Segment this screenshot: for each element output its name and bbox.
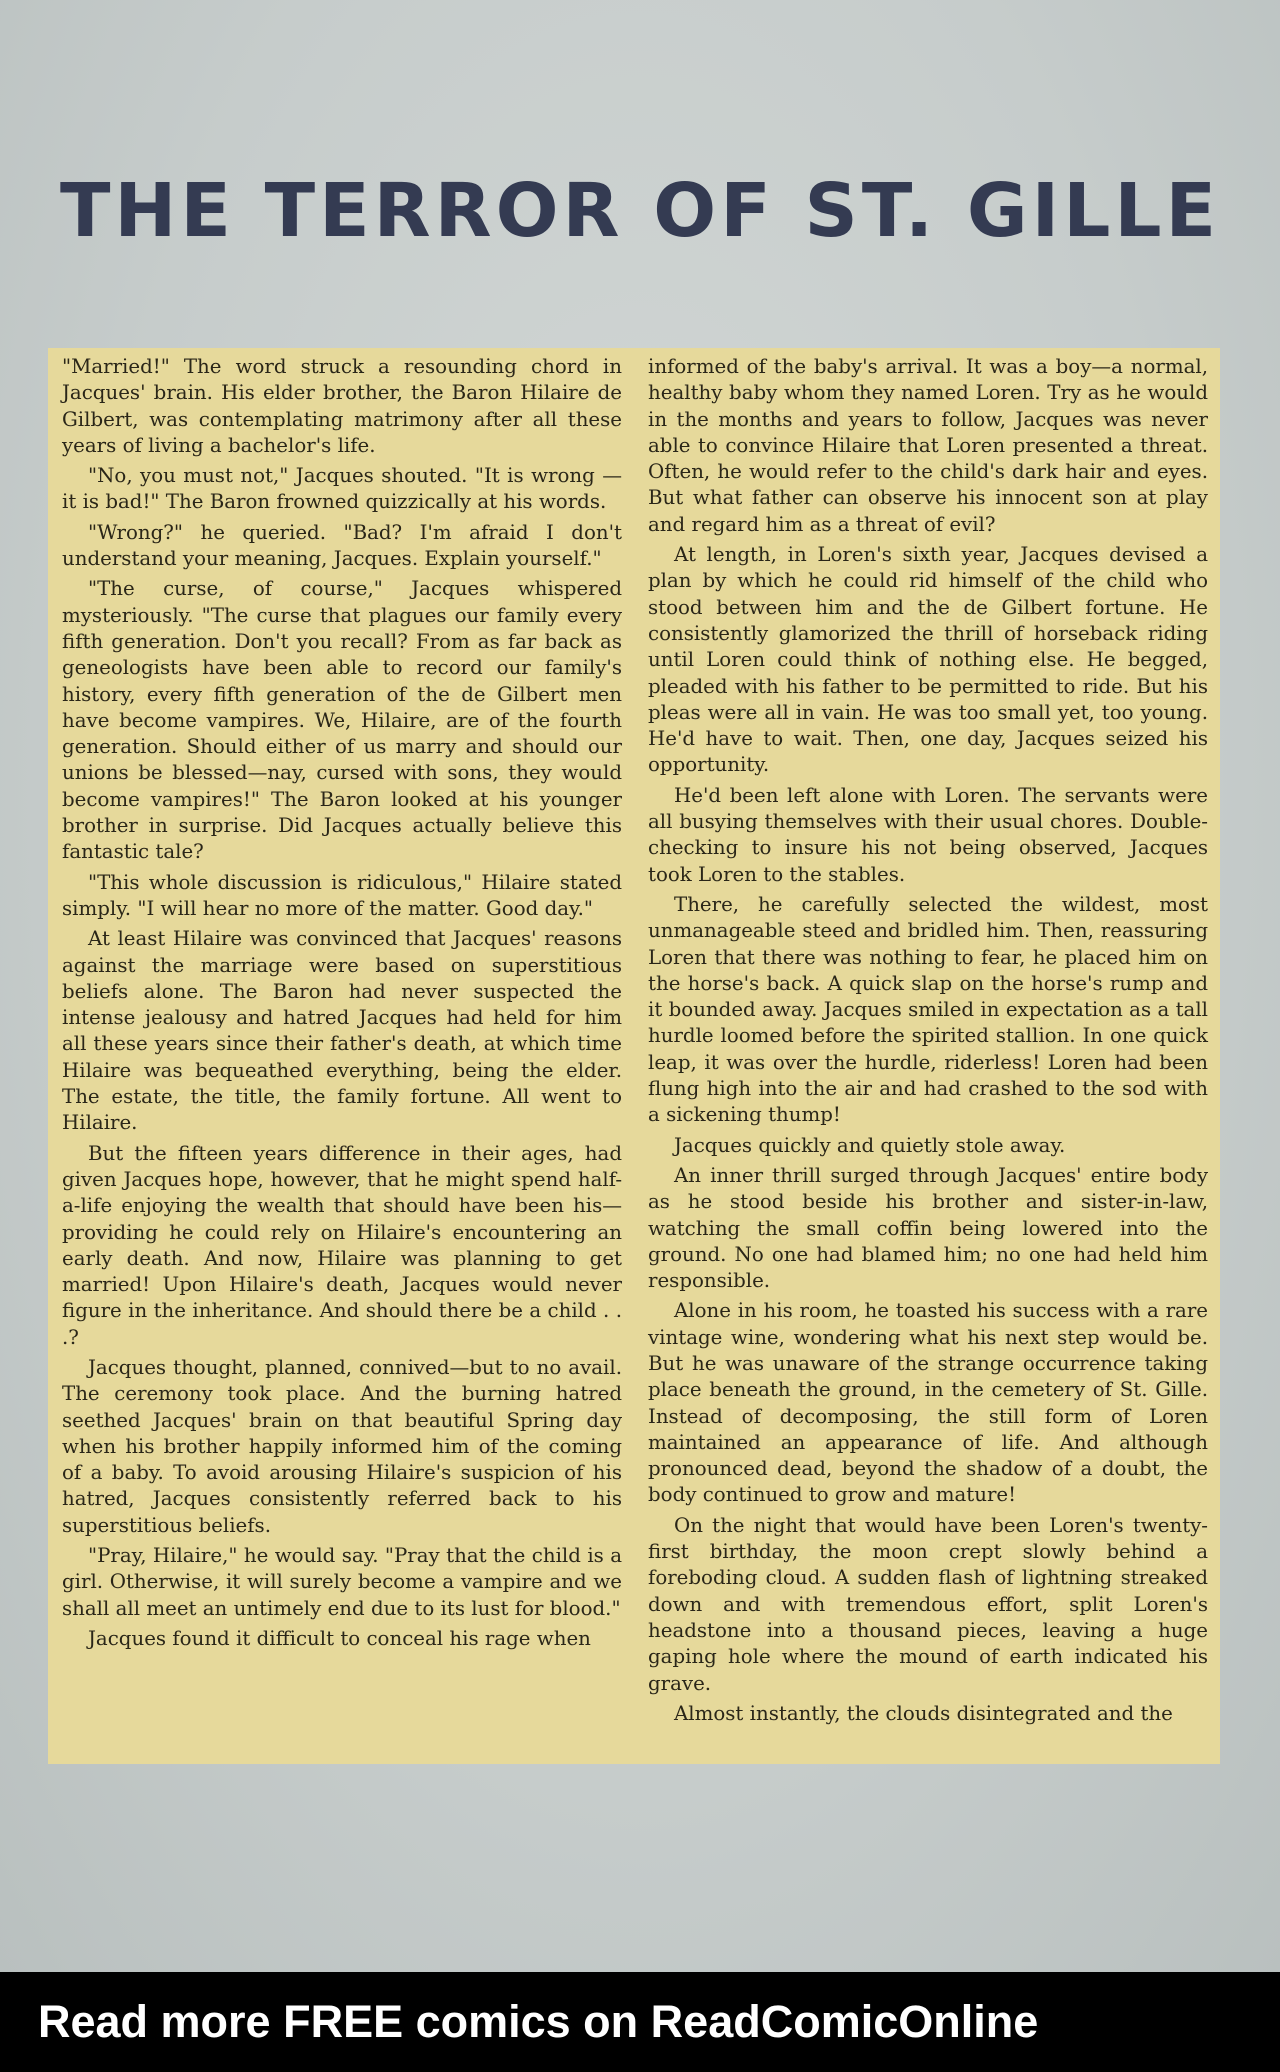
promo-banner[interactable] xyxy=(0,1972,1280,2072)
paragraph: "Wrong?" he queried. "Bad? I'm afraid I don't understand your meaning, Jacques. Explain yourself." xyxy=(62,520,622,571)
paragraph: Jacques found it difficult to conceal his rage when xyxy=(88,1626,591,1650)
paragraph: There, he carefully selected the wildest, most unmanageable steed and bridled him. Then, reassuring Loren that there was nothing to fear, he placed him on the horse's back. A quick slap on the horse's rump and it bounded away. Jacques smiled in expectation as a tall hurdle loomed before the spirited stallion. In one quick leap, it was over the hurdle, riderless! Loren had been flung high into the air and had crashed to the sod with a sickening thump! xyxy=(648,892,1208,1127)
paragraph: At least Hilaire was convinced that Jacques' reasons against the marriage were based on superstitious beliefs alone. The Baron had never suspected the intense jealousy and hatred Jacques had held for him all these years since their father's death, at which time Hilaire was bequeathed everything, being the elder. The estate, the title, the family fortune. All went to Hilaire. xyxy=(62,927,622,1135)
story-title: THE TERROR OF ST. GILLE xyxy=(59,168,1221,254)
paragraph: Almost instantly, the clouds disintegrated and the xyxy=(674,1701,1173,1725)
paragraph: On the night that would have been Loren's twenty-first birthday, the moon crept slowly behind a foreboding cloud. A sudden flash of lightning streaked down and with tremendous effort, split Loren's headstone into a thousand pieces, leaving a huge gaping hole where the mound of earth indicated his grave. xyxy=(648,1513,1208,1695)
paragraph: "No, you must not," Jacques shouted. "It is wrong —it is bad!" The Baron frowned quizzically at his words. xyxy=(62,464,622,514)
text-column-right xyxy=(648,354,1208,1758)
paragraph: An inner thrill surged through Jacques' entire body as he stood beside his brother and sister-in-law, watching the small coffin being lowered into the ground. No one had blamed him; no one had held him responsible. xyxy=(648,1163,1208,1293)
paragraph: At length, in Loren's sixth year, Jacques devised a plan by which he could rid himself of the child who stood between him and the de Gilbert fortune. He consistently glamorized the thrill of horseback riding until Loren could think of nothing else. He begged, pleaded with his father to be permitted to ride. But his pleas were all in vain. He was too small yet, too young. He'd have to wait. Then, one day, Jacques seized his opportunity. xyxy=(648,543,1208,777)
text-column-left xyxy=(62,354,622,1758)
paragraph: informed of the baby's arrival. It was a boy—a normal, healthy baby whom they named Loren. Try as he would in the months and years to follow, Jacques was never able to convince Hilaire that Loren presented a threat. Often, he would refer to the child's dark hair and eyes. But what father can observe his innocent son at play and regard him as a threat of evil? xyxy=(648,355,1208,536)
paragraph: "Pray, Hilaire," he would say. "Pray that the child is a girl. Otherwise, it will surely become a vampire and we shall all meet an untimely end due to its lust for blood." xyxy=(62,1544,622,1620)
paragraph: But the fifteen years difference in their ages, had given Jacques hope, however, that he might spend half-a-life enjoying the wealth that should have been his—providing he could rely on Hilaire's encountering an early death. And now, Hilaire was planning to get married! Upon Hilaire's death, Jacques would never figure in the inheritance. And should there be a child . . .? xyxy=(62,1141,622,1349)
paragraph: He'd been left alone with Loren. The servants were all busying themselves with their usual chores. Double-checking to insure his not being observed, Jacques took Loren to the stables. xyxy=(648,783,1208,886)
paragraph: Jacques thought, planned, connived—but to no avail. The ceremony took place. And the burning hatred seethed Jacques' brain on that beautiful Spring day when his brother happily informed him of the coming of a baby. To avoid arousing Hilaire's suspicion of his hatred, Jacques consistently referred back to his superstitious beliefs. xyxy=(62,1355,622,1537)
story-text-block xyxy=(48,348,1220,1764)
paragraph: "The curse, of course," Jacques whispered mysteriously. "The curse that plagues our family every fifth generation. Don't you recall? From as far back as geneologists have been able to record our family's history, every fifth generation of the de Gilbert men have become vampires. We, Hilaire, are of the fourth generation. Should either of us marry and should our unions be blessed—nay, cursed with sons, they would become vampires!" The Baron looked at his younger brother in surprise. Did Jacques actually believe this fantastic tale? xyxy=(62,577,622,864)
paragraph: "Married!" The word struck a resounding chord in Jacques' brain. His elder brother, the Baron Hilaire de Gilbert, was contemplating matrimony after all these years of living a bachelor's life. xyxy=(62,355,622,457)
paragraph: Alone in his room, he toasted his success with a rare vintage wine, wondering what his next step would be. But he was unaware of the strange occurrence taking place beneath the ground, in the cemetery of St. Gille. Instead of decomposing, the still form of Loren maintained an appearance of life. And although pronounced dead, beyond the shadow of a doubt, the body continued to grow and mature! xyxy=(648,1299,1208,1507)
paragraph: Jacques quickly and quietly stole away. xyxy=(674,1133,1066,1157)
paragraph: "This whole discussion is ridiculous," Hilaire stated simply. "I will hear no more of the matter. Good day." xyxy=(62,870,622,920)
promo-banner-text: Read more FREE comics on ReadComicOnline xyxy=(38,1996,1039,2047)
